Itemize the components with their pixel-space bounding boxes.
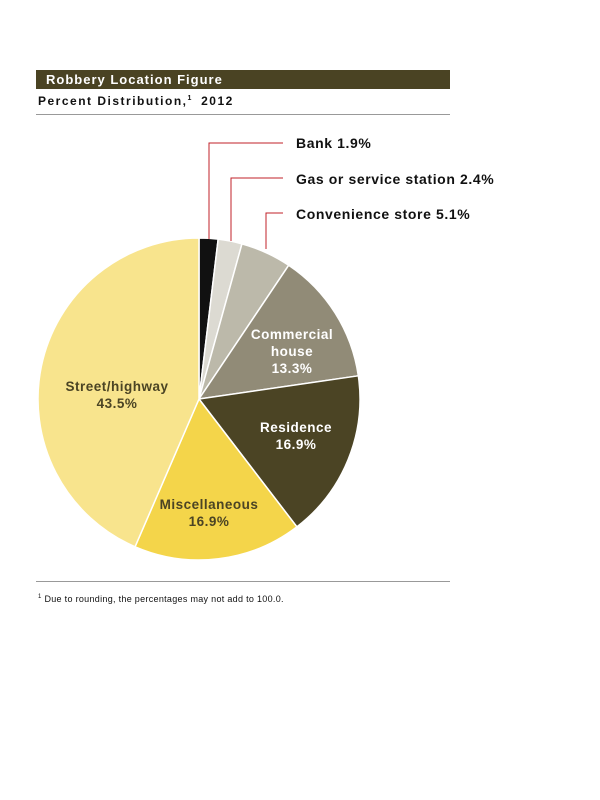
slice-name-miscellaneous: Miscellaneous <box>159 497 259 512</box>
slice-value-commercial-house: 13.3% <box>271 361 313 376</box>
slice-name-residence: Residence <box>259 420 333 435</box>
slice-name-commercial-house: house <box>270 344 314 359</box>
footer-divider <box>36 581 450 582</box>
callout-line-bank <box>209 143 283 239</box>
footnote-marker: 1 <box>38 594 42 600</box>
subtitle-footnote-marker: 1 <box>187 95 192 102</box>
callout-label-bank: Bank 1.9% <box>296 135 372 151</box>
slice-name-street-highway: Street/highway <box>65 379 169 394</box>
chart-title: Robbery Location Figure <box>36 70 450 89</box>
slice-name-commercial-house: Commercial <box>250 327 334 342</box>
slice-value-miscellaneous: 16.9% <box>188 514 230 529</box>
subtitle-year: 2012 <box>201 94 234 108</box>
callout-line-gas-or-service-station <box>231 178 283 241</box>
callout-label-gas-or-service-station: Gas or service station 2.4% <box>296 171 495 187</box>
slice-value-street-highway: 43.5% <box>96 396 138 411</box>
callout-line-convenience-store <box>266 213 283 249</box>
slice-value-residence: 16.9% <box>275 437 317 452</box>
callout-label-convenience-store: Convenience store 5.1% <box>296 206 471 222</box>
footnote <box>38 594 284 604</box>
footnote-text: Due to rounding, the percentages may not add to 100.0. <box>44 594 284 604</box>
subtitle-text: Percent Distribution, <box>38 94 188 108</box>
